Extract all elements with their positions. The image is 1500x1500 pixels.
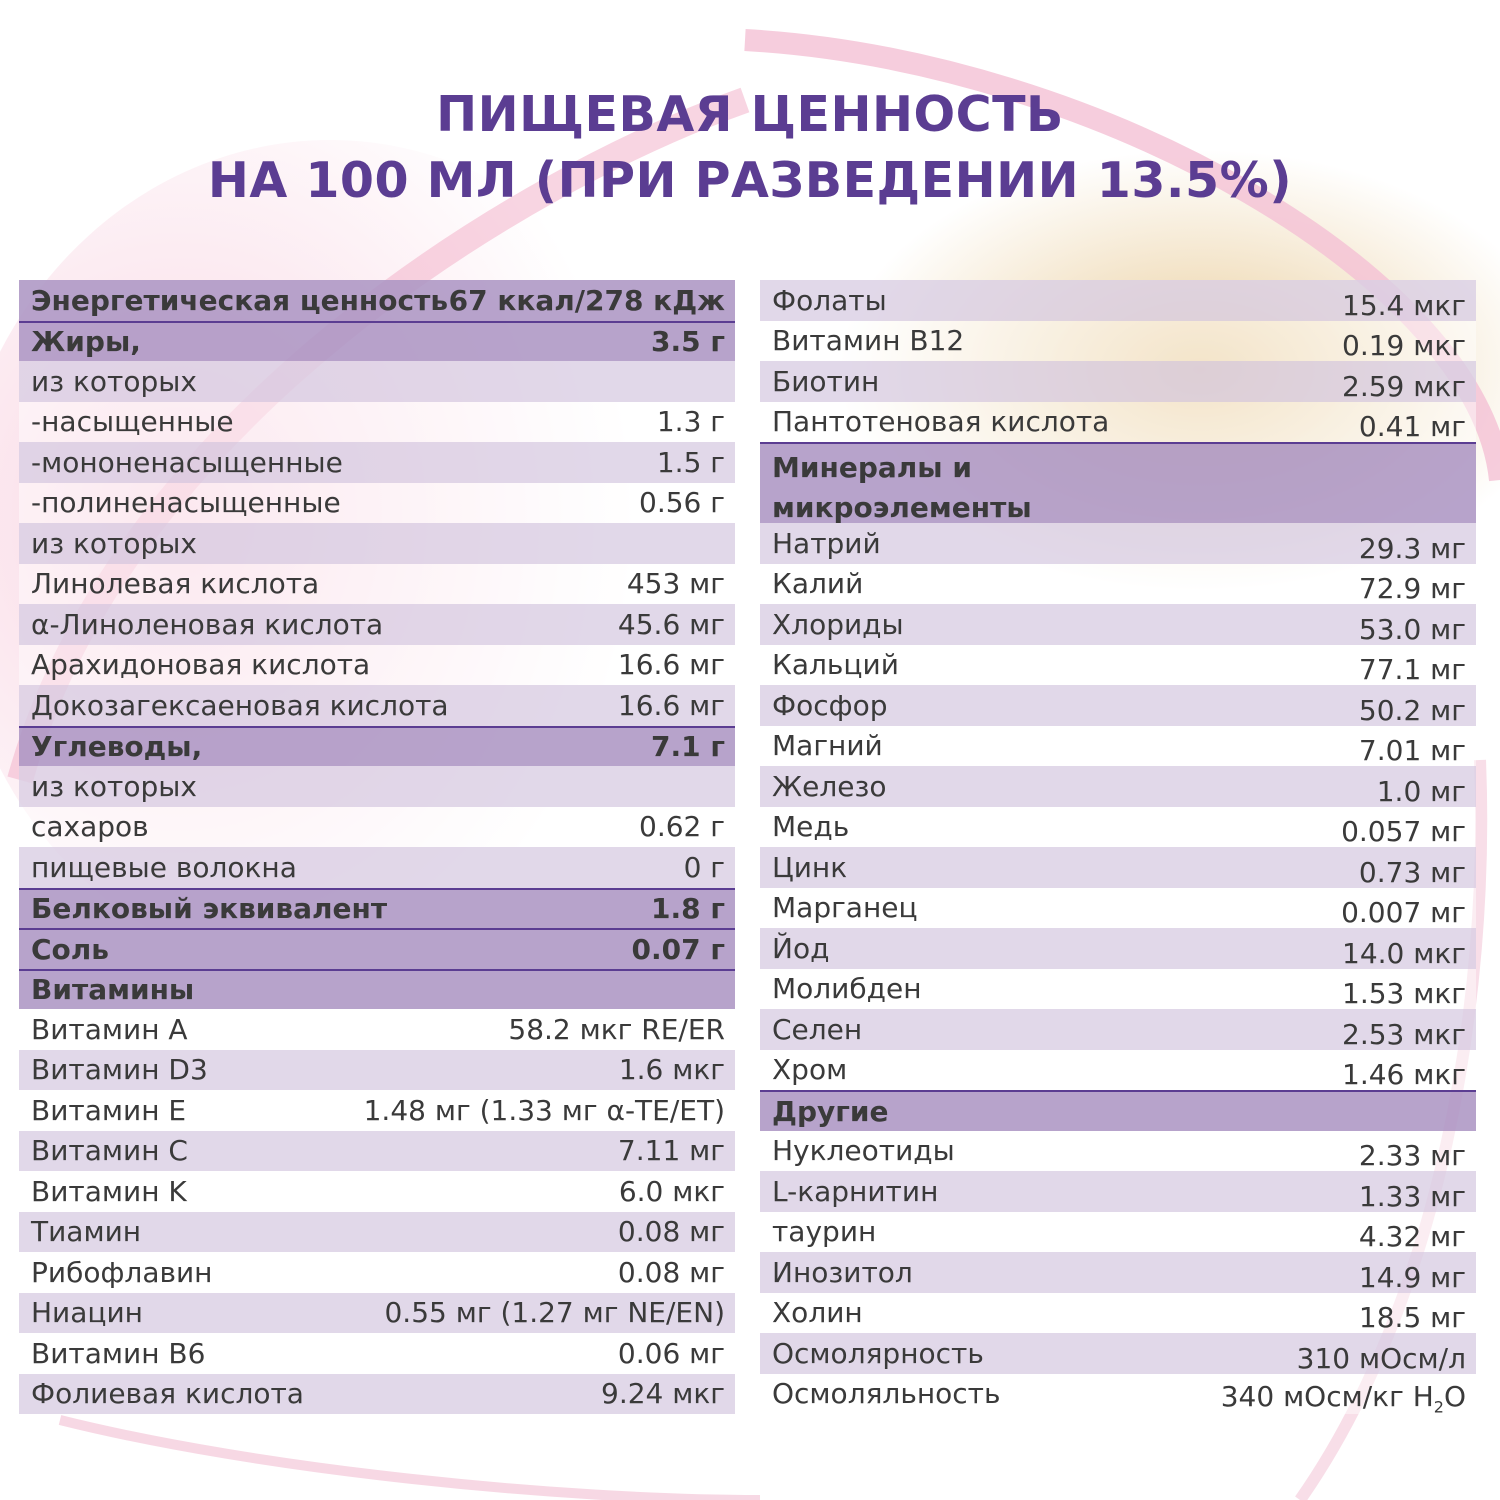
nutrient-name: Фосфор xyxy=(772,688,888,722)
nutrient-value: 0.41 мг xyxy=(1358,410,1466,444)
nutrient-name: Цинк xyxy=(772,850,848,884)
nutrient-name: Железо xyxy=(772,769,887,803)
table-row xyxy=(19,402,735,443)
table-row xyxy=(19,645,735,686)
table-row xyxy=(760,1293,1476,1334)
nutrient-value: 2.33 мг xyxy=(1358,1139,1466,1173)
nutrient-name: Инозитол xyxy=(772,1255,913,1289)
table-row xyxy=(760,1212,1476,1253)
table-row xyxy=(760,1131,1476,1172)
nutrient-name: Осмоляльность xyxy=(772,1377,1001,1411)
nutrient-value: 0.73 мг xyxy=(1358,855,1466,889)
nutrient-value: 0.55 мг (1.27 мг NE/EN) xyxy=(384,1296,725,1330)
nutrient-name: сахаров xyxy=(31,810,149,844)
table-row xyxy=(760,604,1476,645)
nutrient-name: Хром xyxy=(772,1053,848,1087)
nutrient-value: 67 ккал/278 кДж xyxy=(448,283,725,317)
nutrient-name: -мононенасыщенные xyxy=(31,445,343,479)
table-row xyxy=(760,321,1476,362)
nutrient-name: Осмолярность xyxy=(772,1336,984,1370)
nutrient-name: Энергетическая ценность xyxy=(31,283,449,317)
nutrient-value: 1.0 мг xyxy=(1376,774,1466,808)
nutrient-value: 50.2 мг xyxy=(1358,693,1466,727)
pink-arc-lower xyxy=(60,1420,760,1500)
table-row xyxy=(19,1293,735,1334)
table-row xyxy=(19,442,735,483)
nutrient-name: L-карнитин xyxy=(772,1174,939,1208)
value-subscript: 2 xyxy=(1433,1398,1444,1418)
nutrient-value: 1.46 мкг xyxy=(1342,1058,1466,1092)
nutrient-value: 14.9 мг xyxy=(1358,1260,1466,1294)
nutrient-name: Витамин D3 xyxy=(31,1053,208,1087)
nutrient-value: 53.0 мг xyxy=(1358,612,1466,646)
nutrient-name: Медь xyxy=(772,810,850,844)
nutrient-value: 0 г xyxy=(683,850,725,884)
page-title xyxy=(0,82,1500,214)
table-row xyxy=(19,685,735,726)
nutrient-name: Натрий xyxy=(772,526,881,560)
nutrient-value: 1.33 мг xyxy=(1358,1179,1466,1213)
table-row xyxy=(19,483,735,524)
nutrient-value: 0.56 г xyxy=(639,486,725,520)
nutrient-value: 0.07 г xyxy=(631,932,725,966)
table-row xyxy=(760,807,1476,848)
table-row xyxy=(760,645,1476,686)
table-row xyxy=(19,1333,735,1374)
nutrition-table-right xyxy=(760,280,1476,1418)
table-row xyxy=(19,847,735,888)
nutrient-value: 45.6 мг xyxy=(617,607,725,641)
nutrient-name: Линолевая кислота xyxy=(31,567,320,601)
table-row xyxy=(760,1090,1476,1131)
nutrient-value: 1.6 мкг xyxy=(618,1053,725,1087)
nutrient-value: 1.48 мг (1.33 мг α-TE/ET) xyxy=(363,1093,725,1127)
nutrient-value: 310 мОсм/л xyxy=(1296,1341,1466,1375)
nutrient-name: Ниацин xyxy=(31,1296,143,1330)
nutrient-name: из которых xyxy=(31,769,197,803)
nutrient-value: 0.06 мг xyxy=(617,1336,725,1370)
nutrient-name: Витамин B6 xyxy=(31,1336,206,1370)
table-row xyxy=(760,1171,1476,1212)
nutrient-name: из которых xyxy=(31,364,197,398)
nutrient-name: Витамин K xyxy=(31,1174,187,1208)
nutrient-name: Арахидоновая кислота xyxy=(31,648,371,682)
nutrient-name: Жиры, xyxy=(31,325,141,359)
table-row xyxy=(760,847,1476,888)
table-row xyxy=(760,402,1476,443)
nutrient-name: Витамин C xyxy=(31,1134,188,1168)
nutrient-value: 18.5 мг xyxy=(1358,1301,1466,1335)
nutrient-value: 0.08 мг xyxy=(617,1215,725,1249)
table-row xyxy=(19,1090,735,1131)
nutrient-name: Докозагексаеновая кислота xyxy=(31,688,449,722)
nutrient-value: 3.5 г xyxy=(651,325,725,359)
nutrient-name: Рибофлавин xyxy=(31,1255,213,1289)
table-row xyxy=(760,523,1476,564)
nutrient-value: 1.8 г xyxy=(651,892,725,926)
title-line-2: НА 100 МЛ (ПРИ РАЗВЕДЕНИИ 13.5%) xyxy=(207,152,1293,209)
nutrient-name: Витамин B12 xyxy=(772,324,965,358)
table-row xyxy=(760,564,1476,605)
table-row xyxy=(19,321,735,362)
table-row xyxy=(760,1050,1476,1091)
nutrient-name: Витамин E xyxy=(31,1093,187,1127)
nutrient-name: Пантотеновая кислота xyxy=(772,405,1110,439)
nutrient-name: α-Линоленовая кислота xyxy=(31,607,384,641)
nutrient-value: 14.0 мкг xyxy=(1342,936,1466,970)
table-row xyxy=(19,280,735,321)
nutrient-value: 58.2 мкг RE/ER xyxy=(508,1012,725,1046)
nutrient-value: 0.057 мг xyxy=(1341,815,1466,849)
table-row xyxy=(19,807,735,848)
nutrient-name: -насыщенные xyxy=(31,405,234,439)
nutrient-name: Кальций xyxy=(772,648,899,682)
nutrient-name: Углеводы, xyxy=(31,730,203,764)
nutrient-name: Фолиевая кислота xyxy=(31,1377,304,1411)
nutrient-name: Витамины xyxy=(31,973,195,1007)
nutrient-value: 2.53 мкг xyxy=(1342,1017,1466,1051)
nutrient-value: 0.08 мг xyxy=(617,1255,725,1289)
nutrient-name: таурин xyxy=(772,1215,877,1249)
nutrient-value: 0.62 г xyxy=(639,810,725,844)
table-row xyxy=(19,1374,735,1415)
table-row xyxy=(760,888,1476,929)
table-row xyxy=(760,969,1476,1010)
nutrient-value: 29.3 мг xyxy=(1358,531,1466,565)
table-row xyxy=(19,523,735,564)
nutrient-name: Другие xyxy=(772,1094,889,1128)
nutrient-name: Калий xyxy=(772,567,864,601)
nutrient-name: Хлориды xyxy=(772,607,904,641)
nutrient-name: Магний xyxy=(772,729,883,763)
nutrient-name: Селен xyxy=(772,1012,863,1046)
nutrient-value: 77.1 мг xyxy=(1358,653,1466,687)
nutrient-name: пищевые волокна xyxy=(31,850,297,884)
table-row xyxy=(760,280,1476,321)
nutrition-table-left xyxy=(19,280,735,1414)
nutrient-value: 1.53 мкг xyxy=(1342,977,1466,1011)
nutrient-name: Витамин A xyxy=(31,1012,188,1046)
nutrient-value: 2.59 мкг xyxy=(1342,369,1466,403)
table-row xyxy=(760,361,1476,402)
nutrient-value: 16.6 мг xyxy=(617,688,725,722)
table-row xyxy=(19,969,735,1010)
nutrient-value: 7.1 г xyxy=(651,730,725,764)
nutrient-value: 6.0 мкг xyxy=(618,1174,725,1208)
nutrient-name: Марганец xyxy=(772,891,918,925)
value-suffix: O xyxy=(1443,1380,1466,1414)
value-main: 340 мОсм/кг H xyxy=(1220,1380,1434,1414)
nutrient-value: 7.01 мг xyxy=(1358,734,1466,768)
nutrient-name: Тиамин xyxy=(31,1215,142,1249)
table-row xyxy=(19,604,735,645)
table-row xyxy=(19,1171,735,1212)
nutrient-value: 1.5 г xyxy=(656,445,725,479)
nutrient-name: -полиненасыщенные xyxy=(31,486,341,520)
nutrient-value xyxy=(1221,1380,1466,1417)
table-row xyxy=(19,1131,735,1172)
nutrient-value: 453 мг xyxy=(626,567,725,601)
table-row xyxy=(760,928,1476,969)
nutrient-value: 1.3 г xyxy=(656,405,725,439)
table-row xyxy=(760,726,1476,767)
nutrient-name: из которых xyxy=(31,526,197,560)
nutrient-value: 0.007 мг xyxy=(1341,896,1466,930)
title-line-1: ПИЩЕВАЯ ЦЕННОСТЬ xyxy=(436,86,1064,143)
nutrient-value: 7.11 мг xyxy=(617,1134,725,1168)
nutrient-name: Нуклеотиды xyxy=(772,1134,955,1168)
nutrient-name: Соль xyxy=(31,932,109,966)
table-row xyxy=(760,766,1476,807)
nutrient-value: 72.9 мг xyxy=(1358,572,1466,606)
table-row xyxy=(19,1009,735,1050)
table-row xyxy=(760,1009,1476,1050)
nutrient-name: Йод xyxy=(772,931,830,965)
table-row xyxy=(19,361,735,402)
nutrient-value: 16.6 мг xyxy=(617,648,725,682)
nutrient-value: 15.4 мкг xyxy=(1342,288,1466,322)
nutrient-name: Белковый эквивалент xyxy=(31,892,388,926)
nutrient-value: 4.32 мг xyxy=(1358,1220,1466,1254)
table-row xyxy=(19,1212,735,1253)
nutrient-name: Биотин xyxy=(772,364,880,398)
table-row xyxy=(19,1252,735,1293)
nutrient-name: Минералы и микроэлементы xyxy=(772,451,1032,524)
table-row xyxy=(19,766,735,807)
table-row xyxy=(19,726,735,767)
nutrient-value: 9.24 мкг xyxy=(601,1377,725,1411)
table-row xyxy=(760,1333,1476,1374)
table-row xyxy=(760,442,1476,523)
table-row xyxy=(760,1252,1476,1293)
table-row xyxy=(760,685,1476,726)
table-row xyxy=(19,928,735,969)
nutrient-name: Холин xyxy=(772,1296,863,1330)
table-row xyxy=(19,564,735,605)
table-row xyxy=(19,888,735,929)
nutrient-name: Молибден xyxy=(772,972,922,1006)
table-row xyxy=(760,1374,1476,1418)
table-row xyxy=(19,1050,735,1091)
nutrient-name: Фолаты xyxy=(772,283,887,317)
nutrient-value: 0.19 мкг xyxy=(1342,329,1466,363)
